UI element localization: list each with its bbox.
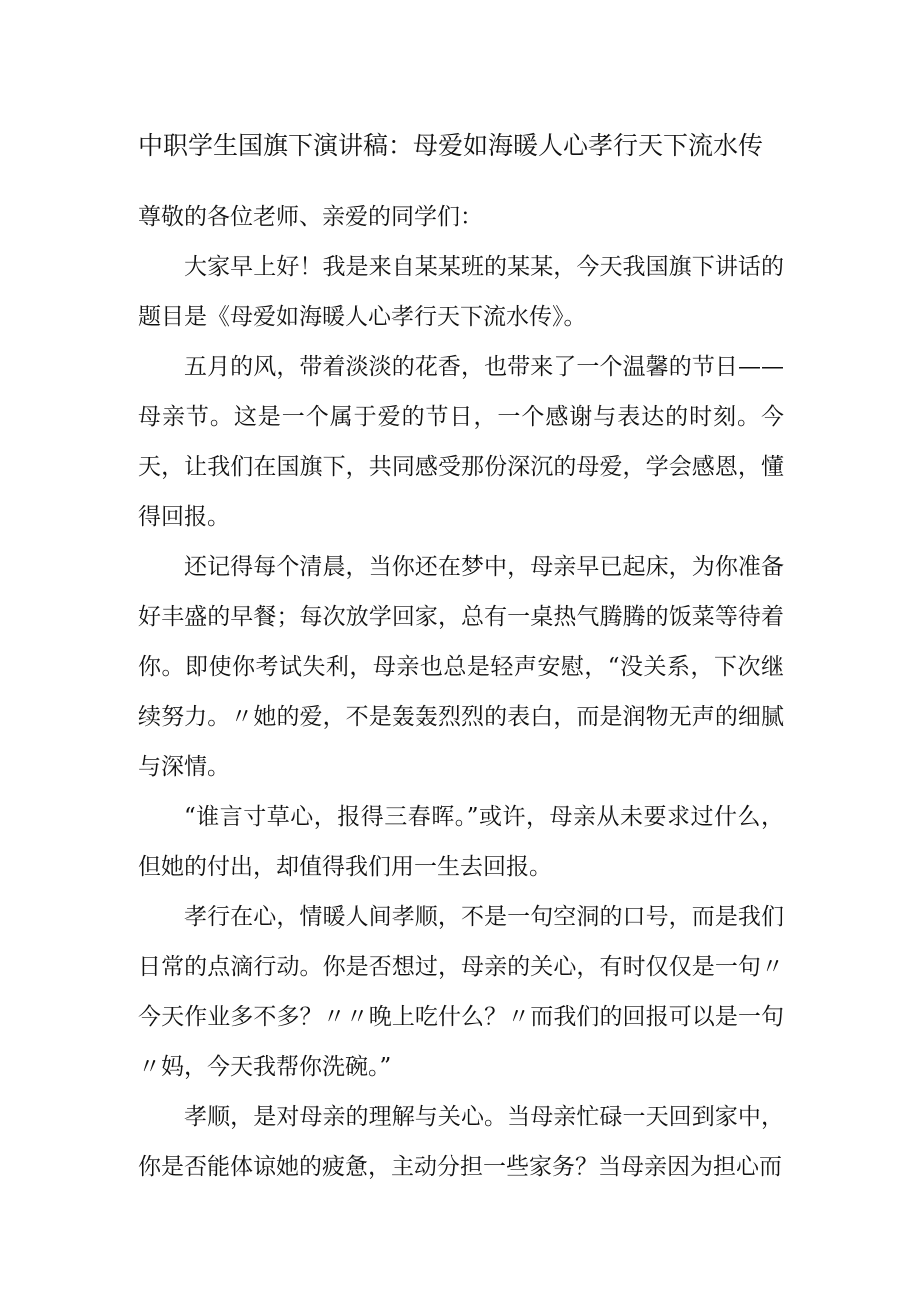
document-title: 中职学生国旗下演讲稿：母爱如海暖人心孝行天下流水传 xyxy=(138,131,764,160)
paragraph-poem: “谁言寸草心，报得三春晖。”或许，母亲从未要求过什么，但她的付出，却值得我们用一生去回报。 xyxy=(138,804,784,880)
paragraph-understanding: 孝顺，是对母亲的理解与关心。当母亲忙碌一天回到家中，你是否能体谅她的疲惫，主动分担一些家务？当母亲因为担心而 xyxy=(138,1104,784,1180)
paragraph-morning-memory: 还记得每个清晨，当你还在梦中，母亲早已起床，为你准备好丰盛的早餐；每次放学回家，总有一桌热气腾腾的饭菜等待着你。即使你考试失利，母亲也总是轻声安慰，“没关系，下次继续努力。〃她的爱，不是轰轰烈烈的表白，而是润物无声的细腻与深情。 xyxy=(138,554,784,780)
salutation: 尊敬的各位老师、亲爱的同学们： xyxy=(138,204,483,230)
paragraph-greeting: 大家早上好！我是来自某某班的某某，今天我国旗下讲话的题目是《母爱如海暖人心孝行天下流水传》。 xyxy=(138,254,784,330)
paragraph-mothers-day: 五月的风，带着淡淡的花香，也带来了一个温馨的节日——母亲节。这是一个属于爱的节日，一个感谢与表达的时刻。今天，让我们在国旗下，共同感受那份深沉的母爱，学会感恩，懂得回报。 xyxy=(138,354,784,530)
paragraph-filial-action: 孝行在心，情暖人间孝顺，不是一句空洞的口号，而是我们日常的点滴行动。你是否想过，母亲的关心，有时仅仅是一句〃今天作业多不多？〃〃晚上吃什么？〃而我们的回报可以是一句〃妈，今天我帮你洗碗。” xyxy=(138,904,784,1080)
document-body xyxy=(138,192,784,1192)
